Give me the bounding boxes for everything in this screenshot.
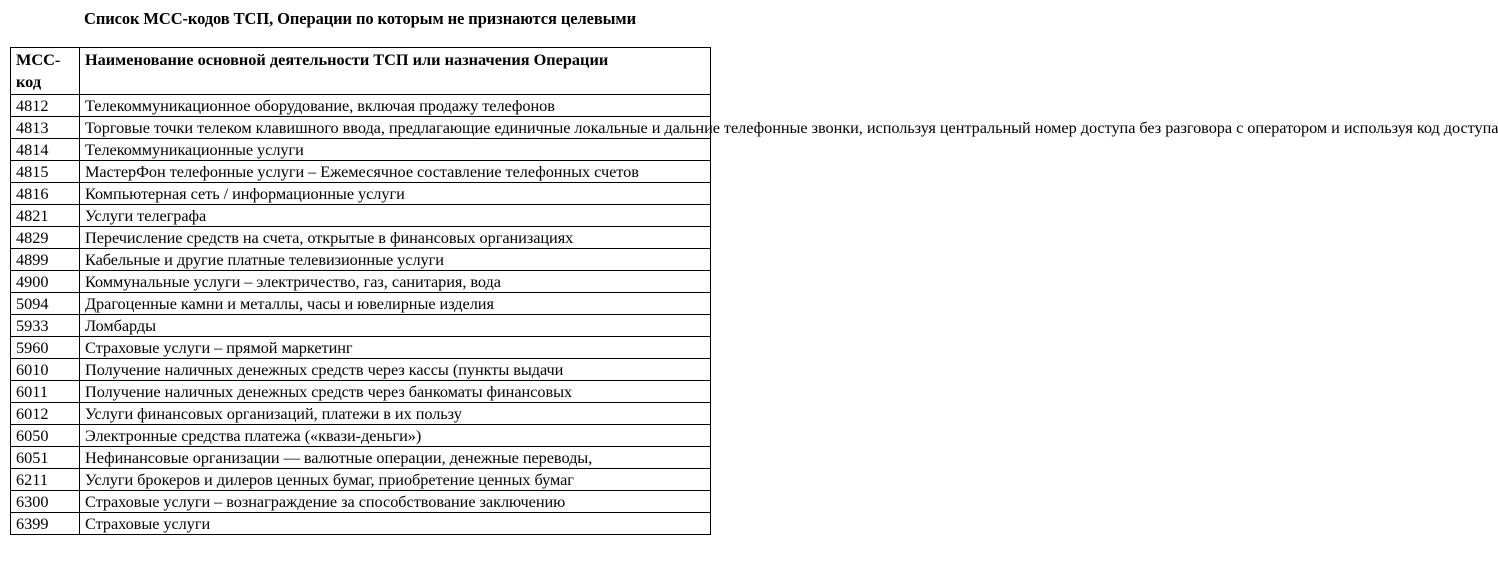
description-cell: Перечисление средств на счета, открытые в финансовых организациях <box>80 227 711 249</box>
table-row <box>11 359 711 381</box>
mcc-code-cell: 6399 <box>11 513 80 535</box>
mcc-code-cell: 6011 <box>11 381 80 403</box>
table-row <box>11 205 711 227</box>
mcc-code-cell: 4900 <box>11 271 80 293</box>
table-row <box>11 161 711 183</box>
table-row <box>11 271 711 293</box>
mcc-code-cell: 6010 <box>11 359 80 381</box>
table-row <box>11 293 711 315</box>
mcc-code-cell: 6300 <box>11 491 80 513</box>
table-header-row <box>11 48 711 95</box>
mcc-code-cell: 4814 <box>11 139 80 161</box>
mcc-code-cell: 4815 <box>11 161 80 183</box>
description-cell: Коммунальные услуги – электричество, газ, санитария, вода <box>80 271 711 293</box>
table-body <box>11 95 1498 535</box>
mcc-code-cell: 4812 <box>11 95 80 117</box>
column-header-name: Наименование основной деятельности ТСП или назначения Операции <box>80 48 711 95</box>
mcc-code-cell: 5960 <box>11 337 80 359</box>
description-cell: Телекоммуникационные услуги <box>80 139 711 161</box>
table-row <box>11 381 711 403</box>
table-row <box>11 403 711 425</box>
mcc-code-cell: 4899 <box>11 249 80 271</box>
description-cell: Компьютерная сеть / информационные услуги <box>80 183 711 205</box>
table-row <box>11 117 711 139</box>
table-row <box>11 491 711 513</box>
table-row <box>11 227 711 249</box>
description-cell: Кабельные и другие платные телевизионные услуги <box>80 249 711 271</box>
mcc-code-cell: 4829 <box>11 227 80 249</box>
mcc-code-cell: 6012 <box>11 403 80 425</box>
mcc-code-cell: 5094 <box>11 293 80 315</box>
mcc-code-cell: 6211 <box>11 469 80 491</box>
description-cell: Получение наличных денежных средств через банкоматы финансовых <box>80 381 711 403</box>
table-row <box>11 513 711 535</box>
description-cell: Страховые услуги <box>80 513 711 535</box>
description-cell: Страховые услуги – прямой маркетинг <box>80 337 711 359</box>
table-row <box>11 139 711 161</box>
mcc-code-cell: 5933 <box>11 315 80 337</box>
table-row <box>11 95 711 117</box>
table-row <box>11 447 711 469</box>
mcc-table <box>10 47 1498 535</box>
column-header-code: МСС-код <box>11 48 80 95</box>
table-row <box>11 469 711 491</box>
table-row <box>11 315 711 337</box>
description-cell: Ломбарды <box>80 315 711 337</box>
description-cell: Получение наличных денежных средств через кассы (пункты выдачи <box>80 359 711 381</box>
mcc-code-cell: 4821 <box>11 205 80 227</box>
description-cell: МастерФон телефонные услуги – Ежемесячное составление телефонных счетов <box>80 161 711 183</box>
description-cell: Телекоммуникационное оборудование, включая продажу телефонов <box>80 95 711 117</box>
description-cell: Драгоценные камни и металлы, часы и ювелирные изделия <box>80 293 711 315</box>
mcc-code-cell: 4813 <box>11 117 80 139</box>
description-cell: Страховые услуги – вознаграждение за способствование заключению <box>80 491 711 513</box>
description-cell: Услуги брокеров и дилеров ценных бумаг, приобретение ценных бумаг <box>80 469 711 491</box>
description-cell: Услуги телеграфа <box>80 205 711 227</box>
description-cell: Нефинансовые организации — валютные операции, денежные переводы, <box>80 447 711 469</box>
mcc-code-cell: 6051 <box>11 447 80 469</box>
table-row <box>11 425 711 447</box>
page-title: Список МСС-кодов ТСП, Операции по которым не признаются целевыми <box>84 9 636 28</box>
mcc-code-cell: 6050 <box>11 425 80 447</box>
table-row <box>11 249 711 271</box>
mcc-code-cell: 4816 <box>11 183 80 205</box>
description-cell: Услуги финансовых организаций, платежи в их пользу <box>80 403 711 425</box>
description-cell: Электронные средства платежа («квази-деньги») <box>80 425 711 447</box>
table-row <box>11 337 711 359</box>
table-row <box>11 183 711 205</box>
description-cell: Торговые точки телеком клавишного ввода, предлагающие единичные локальные и дальние телефонные звонки, используя центральный номер доступа без разговора с оператором и используя код доступа <box>80 117 711 139</box>
